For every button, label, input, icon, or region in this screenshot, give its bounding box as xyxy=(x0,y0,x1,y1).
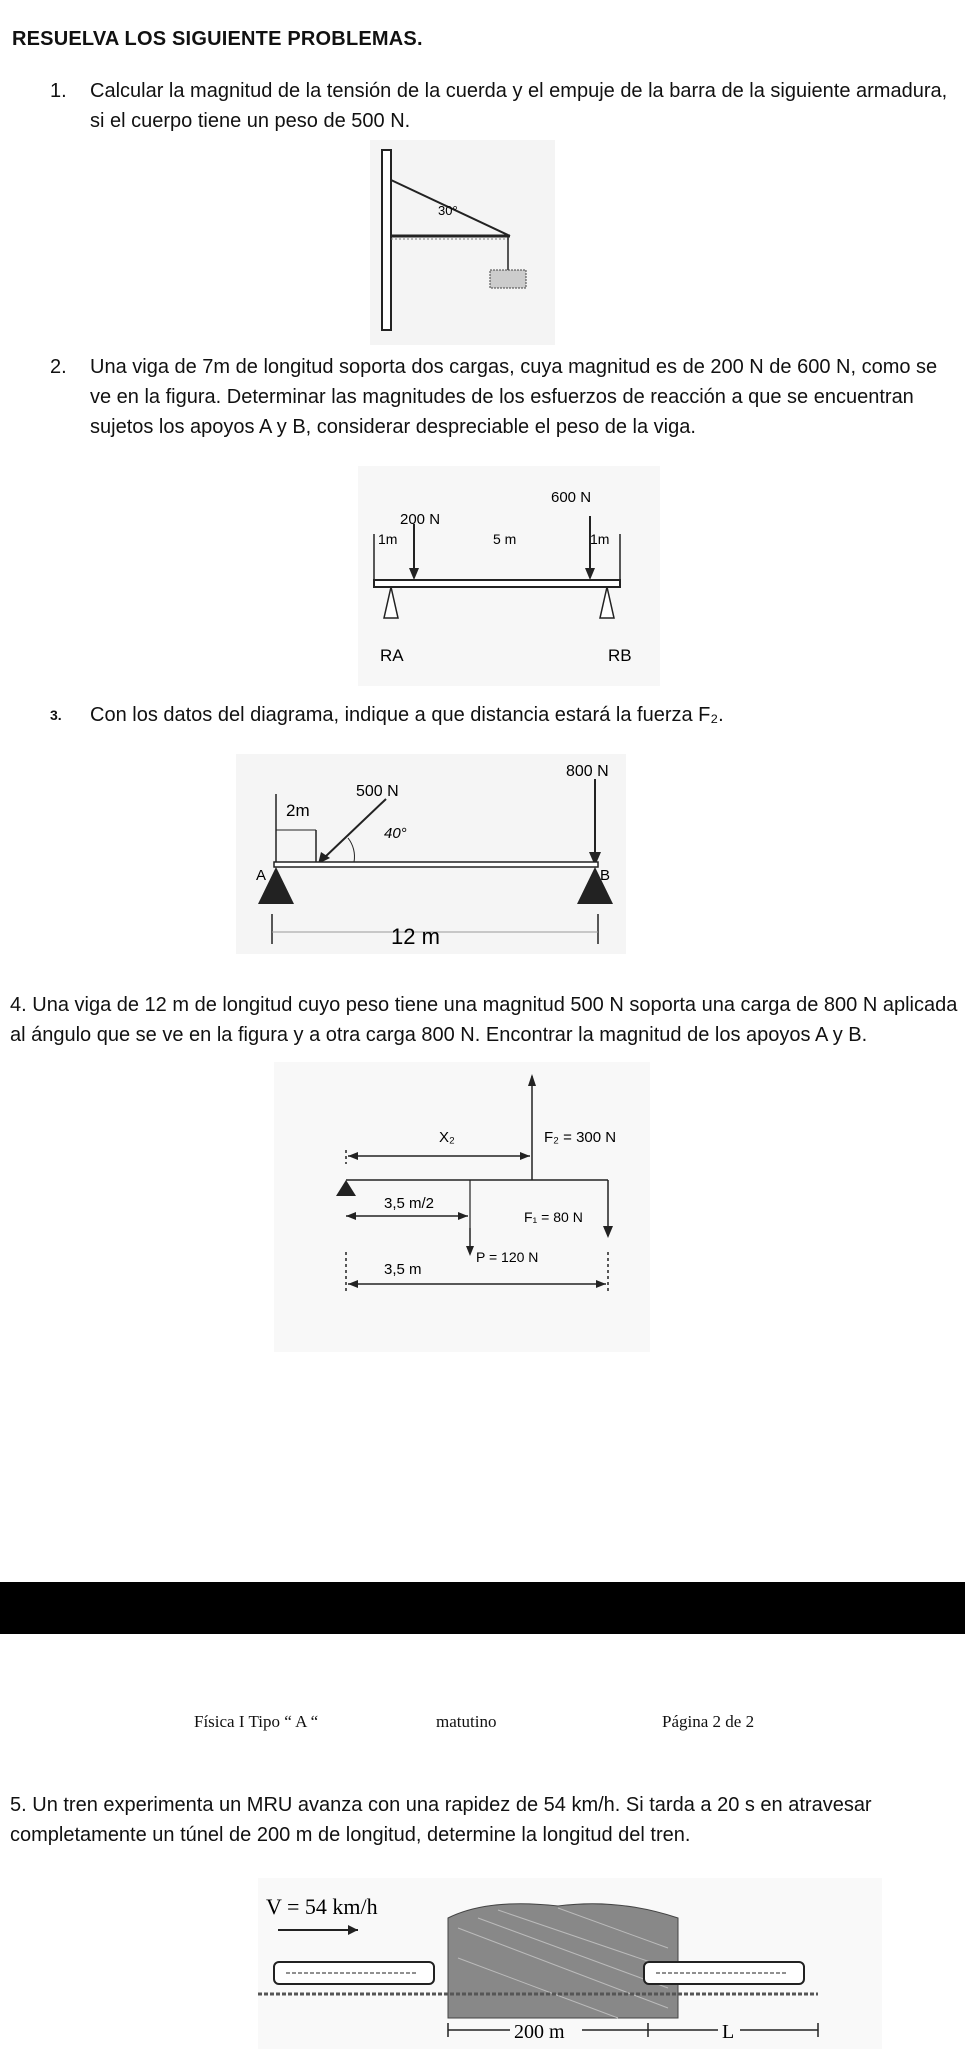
support-a-label: RA xyxy=(380,646,404,665)
segment-mid-label: 5 m xyxy=(493,531,517,547)
footer-shift: matutino xyxy=(436,1712,497,1731)
f2-label: F₂ = 300 N xyxy=(544,1129,617,1146)
support-b-label: RB xyxy=(608,646,632,665)
problem-4 xyxy=(10,990,960,1050)
figure-2-beam xyxy=(358,466,660,686)
segment-right-label: 1m xyxy=(590,531,610,547)
page-heading: RESUELVA LOS SIGUIENTE PROBLEMAS. xyxy=(12,28,423,50)
figure-5-train xyxy=(258,1878,882,2049)
load-left-label: 200 N xyxy=(400,511,441,528)
footer-page: Página 2 de 2 xyxy=(662,1712,755,1731)
problem-number: 3. xyxy=(50,707,62,723)
tunnel-length-label: 200 m xyxy=(514,2021,565,2043)
problem-number: 1. xyxy=(50,80,67,102)
distance-label: 2m xyxy=(286,801,310,820)
problem-text: Un tren experimenta un MRU avanza con una rapidez de 54 km/h. Si tarda a 20 s en atravesar completamente un túnel de 200 m de longitud, determine la longitud del tren. xyxy=(10,1794,872,1846)
label-b: B xyxy=(600,867,611,884)
train-length-label: L xyxy=(722,2021,735,2043)
figure-1-truss xyxy=(370,140,555,345)
angle-label: 40° xyxy=(384,825,407,842)
x2-label: X₂ xyxy=(439,1129,455,1146)
velocity-label: V = 54 km/h xyxy=(266,1894,378,1919)
d1-label: 3,5 m/2 xyxy=(384,1195,435,1212)
figure-4-beam xyxy=(274,1062,650,1352)
segment-left-label: 1m xyxy=(378,531,398,547)
problem-text: Una viga de 12 m de longitud cuyo peso tiene una magnitud 500 N soporta una carga de 800 N aplicada al ángulo que se ve en la figura y a otra carga 800 N. Encontrar la magnitud de los apoyos A y B. xyxy=(10,994,958,1046)
force-vertical-label: 800 N xyxy=(566,763,609,780)
problem-3 xyxy=(50,700,950,730)
load-right-label: 600 N xyxy=(551,489,592,506)
length-label: 12 m xyxy=(391,924,440,949)
figure-3-beam xyxy=(236,754,626,954)
p-label: P = 120 N xyxy=(476,1249,539,1265)
angle-label: 30° xyxy=(438,203,458,218)
page-separator xyxy=(0,1582,965,1634)
problem-text: Una viga de 7m de longitud soporta dos cargas, cuya magnitud es de 200 N de 600 N, como se ve en la figura. Determinar las magnitudes de los esfuerzos de reacción a que se encuentran sujetos los apoyos A y B, considerar despreciable el peso de la viga. xyxy=(90,356,938,438)
force-angled-label: 500 N xyxy=(356,783,399,800)
label-a: A xyxy=(256,867,267,884)
problem-number: 4. xyxy=(10,994,27,1016)
problem-2 xyxy=(50,352,950,442)
problem-number: 2. xyxy=(50,356,67,378)
footer-course: Física I Tipo “ A “ xyxy=(194,1712,319,1731)
problem-number: 5. xyxy=(10,1794,27,1816)
problem-text: Calcular la magnitud de la tensión de la cuerda y el empuje de la barra de la siguiente armadura, si el cuerpo tiene un peso de 500 N. xyxy=(90,80,948,132)
problem-1 xyxy=(50,76,950,136)
f1-label: F₁ = 80 N xyxy=(524,1209,583,1225)
d2-label: 3,5 m xyxy=(384,1261,422,1278)
problem-5 xyxy=(10,1790,960,1850)
problem-text: Con los datos del diagrama, indique a que distancia estará la fuerza F₂. xyxy=(90,704,724,726)
